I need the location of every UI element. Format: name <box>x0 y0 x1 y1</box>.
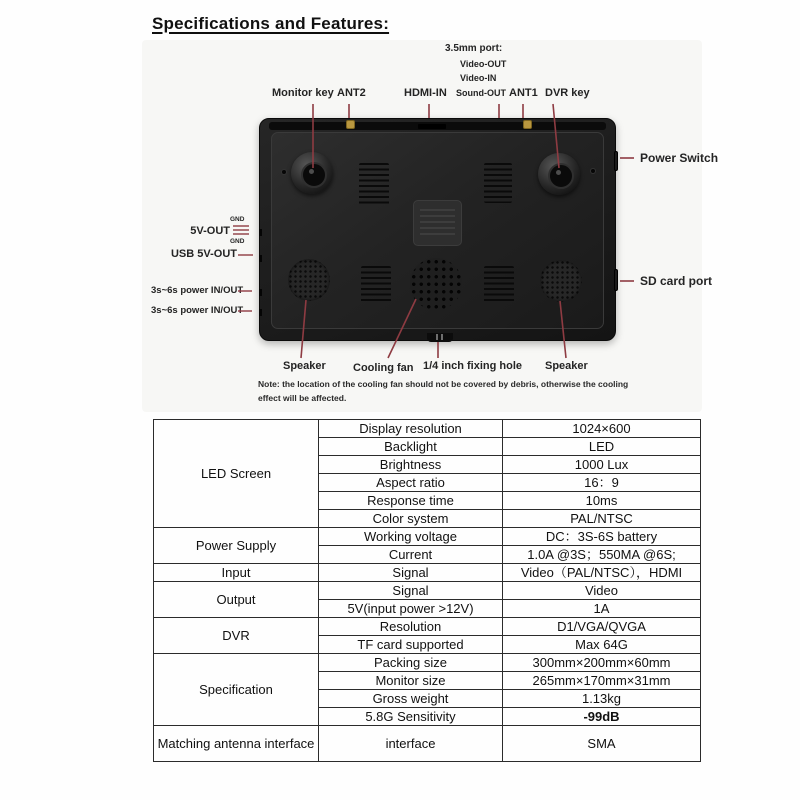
value-cell: DC：3S-6S battery <box>503 528 701 546</box>
label-cooling-fan: Cooling fan <box>353 362 414 374</box>
value-cell: 1000 Lux <box>503 456 701 474</box>
screw-icon <box>281 169 287 175</box>
param-cell: 5V(input power >12V) <box>319 600 503 618</box>
param-cell: Color system <box>319 510 503 528</box>
group-cell: Power Supply <box>154 528 319 564</box>
value-cell: 1024×600 <box>503 420 701 438</box>
table-row <box>154 654 701 672</box>
value-cell: 1.13kg <box>503 690 701 708</box>
label-monitor-key: Monitor key <box>272 87 334 99</box>
hdmi-port-icon <box>418 124 446 129</box>
param-cell: Signal <box>319 564 503 582</box>
param-cell: Backlight <box>319 438 503 456</box>
param-cell: Monitor size <box>319 672 503 690</box>
param-cell: TF card supported <box>319 636 503 654</box>
value-cell: Max 64G <box>503 636 701 654</box>
group-cell: LED Screen <box>154 420 319 528</box>
dvr-key-knob-icon <box>538 153 580 195</box>
sd-card-slot-icon <box>614 269 618 291</box>
label-5v-out: 5V-OUT <box>190 225 230 237</box>
param-cell: Resolution <box>319 618 503 636</box>
param-cell: Current <box>319 546 503 564</box>
speaker-grille-left-icon <box>288 259 330 301</box>
monitor-key-knob-icon <box>291 152 333 194</box>
group-cell: Specification <box>154 654 319 726</box>
value-cell: 16：9 <box>503 474 701 492</box>
port-notch <box>259 229 262 236</box>
screw-icon <box>590 168 596 174</box>
label-video-in: Video-IN <box>460 73 497 83</box>
speaker-grille-right-icon <box>540 260 582 302</box>
param-cell: Brightness <box>319 456 503 474</box>
table-row <box>154 564 701 582</box>
specification-table <box>153 419 701 762</box>
label-power-switch: Power Switch <box>640 151 719 165</box>
table-row <box>154 618 701 636</box>
cooling-fan-note-line2: effect will be affected. <box>258 393 347 403</box>
value-cell: LED <box>503 438 701 456</box>
label-video-out: Video-OUT <box>460 59 507 69</box>
value-cell: 300mm×200mm×60mm <box>503 654 701 672</box>
label-ant2: ANT2 <box>337 87 366 99</box>
vent-slots <box>484 266 514 304</box>
monitor-back-panel <box>259 118 616 341</box>
value-cell: PAL/NTSC <box>503 510 701 528</box>
port-notch <box>259 255 262 262</box>
label-sound-out: Sound-OUT <box>456 88 506 98</box>
value-cell: SMA <box>503 726 701 762</box>
param-cell: Response time <box>319 492 503 510</box>
label-3-5mm-port: 3.5mm port: <box>445 43 503 54</box>
param-cell: Gross weight <box>319 690 503 708</box>
table-row <box>154 528 701 546</box>
fixing-hole-slit <box>441 334 443 340</box>
port-notch <box>259 309 262 316</box>
param-cell: Working voltage <box>319 528 503 546</box>
label-gnd-bottom: GND <box>230 238 245 245</box>
param-cell: Packing size <box>319 654 503 672</box>
label-dvr-key: DVR key <box>545 87 590 99</box>
cooling-fan-grille-icon <box>410 258 462 310</box>
ant2-sma-connector-icon <box>346 120 355 129</box>
table-row <box>154 420 701 438</box>
label-power-in-out-1: 3s~6s power IN/OUT <box>151 285 244 296</box>
label-gnd-top: GND <box>230 216 245 223</box>
group-cell: Output <box>154 582 319 618</box>
label-power-in-out-2: 3s~6s power IN/OUT <box>151 305 244 316</box>
fixing-hole-slit <box>436 334 438 340</box>
value-cell: 10ms <box>503 492 701 510</box>
table-row <box>154 726 701 762</box>
value-cell: 1.0A @3S；550MA @6S; <box>503 546 701 564</box>
ant1-sma-connector-icon <box>523 120 532 129</box>
power-switch-icon <box>614 151 618 171</box>
value-cell: Video <box>503 582 701 600</box>
label-fixing-hole: 1/4 inch fixing hole <box>423 360 523 372</box>
group-cell: Input <box>154 564 319 582</box>
group-cell: Matching antenna interface <box>154 726 319 762</box>
group-cell: DVR <box>154 618 319 654</box>
fixing-hole-tab <box>427 333 453 342</box>
label-speaker-right: Speaker <box>545 360 588 372</box>
param-cell: interface <box>319 726 503 762</box>
vent-slots <box>359 163 389 206</box>
label-sd-card-port: SD card port <box>640 274 713 288</box>
value-cell: D1/VGA/QVGA <box>503 618 701 636</box>
label-hdmi-in: HDMI-IN <box>404 87 447 99</box>
cooling-fan-note-line1: Note: the location of the cooling fan should not be covered by debris, otherwise the cooling <box>258 379 629 389</box>
param-cell: Signal <box>319 582 503 600</box>
label-usb-5v-out: USB 5V-OUT <box>170 248 237 260</box>
value-cell: 265mm×170mm×31mm <box>503 672 701 690</box>
port-notch <box>259 289 262 296</box>
value-cell: -99dB <box>503 708 701 726</box>
label-plate <box>413 200 462 246</box>
page-title: Specifications and Features: <box>152 14 390 33</box>
vent-slots <box>361 266 391 304</box>
param-cell: 5.8G Sensitivity <box>319 708 503 726</box>
param-cell: Display resolution <box>319 420 503 438</box>
value-cell: Video（PAL/NTSC），HDMI <box>503 564 701 582</box>
param-cell: Aspect ratio <box>319 474 503 492</box>
table-row <box>154 582 701 600</box>
label-speaker-left: Speaker <box>283 360 326 372</box>
vent-slots <box>484 163 512 203</box>
label-ant1: ANT1 <box>509 87 538 99</box>
value-cell: 1A <box>503 600 701 618</box>
